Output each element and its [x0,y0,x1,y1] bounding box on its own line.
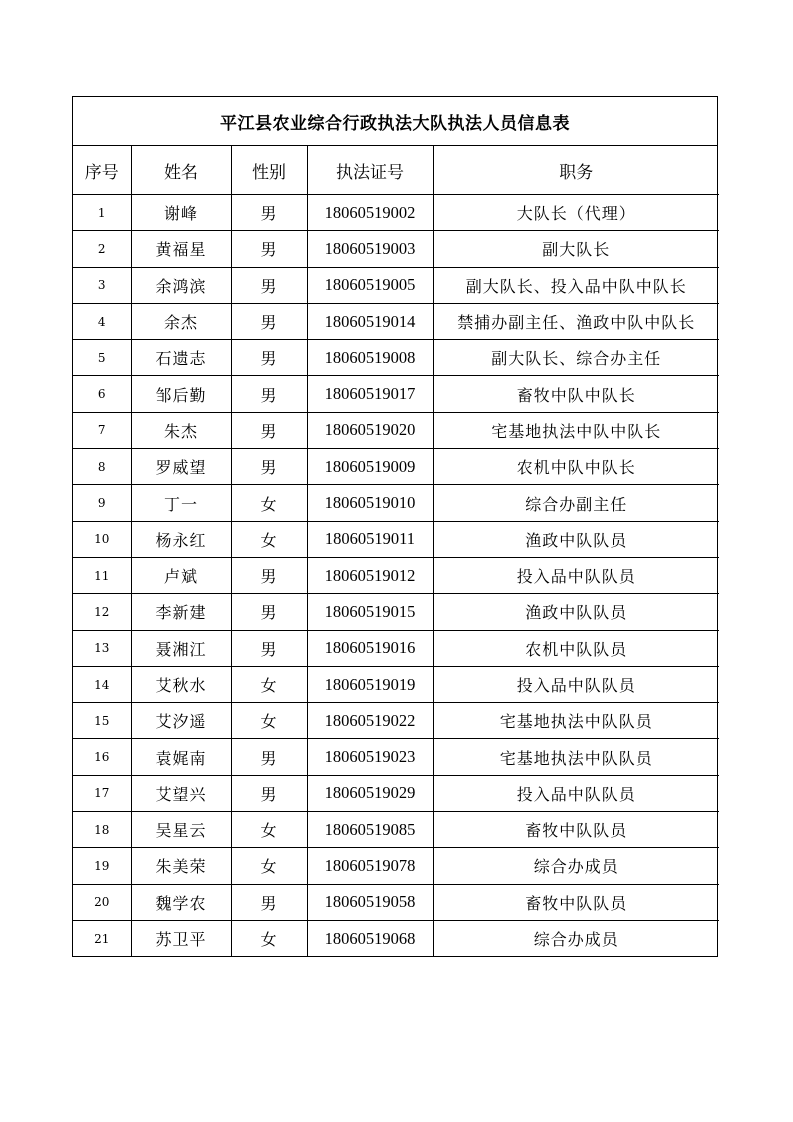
cell-gender: 男 [231,884,307,920]
cell-name: 罗威望 [131,449,231,485]
cell-no: 12 [73,594,131,630]
table-row [73,666,719,702]
cell-role: 综合办成员 [433,920,719,956]
cell-gender: 男 [231,267,307,303]
cell-cert: 18060519015 [307,594,433,630]
cell-name: 黄福星 [131,231,231,267]
cell-no: 19 [73,848,131,884]
cell-role: 畜牧中队队员 [433,884,719,920]
cell-name: 谢峰 [131,195,231,231]
table-row [73,412,719,448]
table-row [73,812,719,848]
cell-role: 农机中队队员 [433,630,719,666]
cell-cert: 18060519003 [307,231,433,267]
table-row [73,231,719,267]
cell-cert: 18060519058 [307,884,433,920]
cell-role: 大队长（代理） [433,195,719,231]
cell-gender: 男 [231,340,307,376]
cell-role: 综合办成员 [433,848,719,884]
cell-name: 袁娓南 [131,739,231,775]
cell-cert: 18060519085 [307,812,433,848]
table-row [73,557,719,593]
cell-role: 投入品中队队员 [433,666,719,702]
cell-name: 朱杰 [131,412,231,448]
cell-no: 8 [73,449,131,485]
cell-no: 16 [73,739,131,775]
cell-cert: 18060519017 [307,376,433,412]
cell-cert: 18060519023 [307,739,433,775]
table-row [73,340,719,376]
cell-gender: 男 [231,303,307,339]
cell-name: 魏学农 [131,884,231,920]
table-row [73,485,719,521]
cell-gender: 男 [231,594,307,630]
cell-cert: 18060519010 [307,485,433,521]
cell-name: 艾汐遥 [131,703,231,739]
cell-gender: 女 [231,485,307,521]
cell-cert: 18060519014 [307,303,433,339]
table-row [73,920,719,956]
cell-cert: 18060519022 [307,703,433,739]
cell-name: 卢斌 [131,557,231,593]
personnel-table [73,146,719,956]
table-title: 平江县农业综合行政执法大队执法人员信息表 [73,97,717,146]
table-body [73,195,719,957]
table-row [73,195,719,231]
cell-no: 14 [73,666,131,702]
cell-role: 宅基地执法中队队员 [433,739,719,775]
table-row [73,630,719,666]
cell-cert: 18060519009 [307,449,433,485]
cell-role: 副大队长 [433,231,719,267]
cell-cert: 18060519068 [307,920,433,956]
cell-gender: 男 [231,630,307,666]
table-row [73,376,719,412]
cell-name: 艾秋水 [131,666,231,702]
cell-no: 6 [73,376,131,412]
cell-role: 宅基地执法中队中队长 [433,412,719,448]
cell-no: 2 [73,231,131,267]
cell-gender: 女 [231,920,307,956]
cell-cert: 18060519078 [307,848,433,884]
cell-name: 吴星云 [131,812,231,848]
cell-role: 农机中队中队长 [433,449,719,485]
cell-role: 综合办副主任 [433,485,719,521]
cell-cert: 18060519005 [307,267,433,303]
cell-role: 渔政中队队员 [433,594,719,630]
cell-gender: 男 [231,739,307,775]
cell-no: 3 [73,267,131,303]
table-row [73,267,719,303]
cell-no: 17 [73,775,131,811]
cell-gender: 男 [231,557,307,593]
cell-name: 余鸿滨 [131,267,231,303]
header-cert: 执法证号 [307,146,433,195]
cell-gender: 男 [231,376,307,412]
header-name: 姓名 [131,146,231,195]
cell-name: 丁一 [131,485,231,521]
personnel-table-container [72,96,718,957]
table-row [73,521,719,557]
table-row [73,884,719,920]
cell-gender: 女 [231,848,307,884]
cell-no: 10 [73,521,131,557]
cell-cert: 18060519019 [307,666,433,702]
cell-role: 畜牧中队队员 [433,812,719,848]
cell-role: 畜牧中队中队长 [433,376,719,412]
cell-role: 宅基地执法中队队员 [433,703,719,739]
cell-gender: 女 [231,812,307,848]
header-row [73,146,719,195]
cell-name: 余杰 [131,303,231,339]
cell-no: 15 [73,703,131,739]
cell-no: 1 [73,195,131,231]
cell-no: 20 [73,884,131,920]
header-role: 职务 [433,146,719,195]
cell-no: 11 [73,557,131,593]
table-row [73,594,719,630]
cell-role: 副大队长、投入品中队中队长 [433,267,719,303]
cell-cert: 18060519020 [307,412,433,448]
cell-gender: 女 [231,666,307,702]
cell-no: 21 [73,920,131,956]
table-row [73,703,719,739]
cell-gender: 男 [231,195,307,231]
cell-cert: 18060519002 [307,195,433,231]
header-no: 序号 [73,146,131,195]
cell-no: 18 [73,812,131,848]
cell-cert: 18060519029 [307,775,433,811]
cell-gender: 男 [231,449,307,485]
cell-name: 苏卫平 [131,920,231,956]
table-row [73,848,719,884]
cell-name: 李新建 [131,594,231,630]
cell-no: 5 [73,340,131,376]
cell-gender: 男 [231,775,307,811]
cell-no: 9 [73,485,131,521]
cell-cert: 18060519016 [307,630,433,666]
cell-name: 聂湘江 [131,630,231,666]
cell-cert: 18060519008 [307,340,433,376]
cell-name: 石遗志 [131,340,231,376]
cell-name: 艾望兴 [131,775,231,811]
cell-name: 杨永红 [131,521,231,557]
cell-role: 投入品中队队员 [433,557,719,593]
table-row [73,775,719,811]
header-gender: 性别 [231,146,307,195]
table-row [73,739,719,775]
cell-cert: 18060519012 [307,557,433,593]
cell-gender: 女 [231,521,307,557]
cell-role: 副大队长、综合办主任 [433,340,719,376]
cell-role: 禁捕办副主任、渔政中队中队长 [433,303,719,339]
cell-no: 13 [73,630,131,666]
cell-gender: 男 [231,231,307,267]
cell-role: 投入品中队队员 [433,775,719,811]
cell-name: 朱美荣 [131,848,231,884]
cell-name: 邹后勤 [131,376,231,412]
cell-no: 7 [73,412,131,448]
cell-gender: 男 [231,412,307,448]
cell-no: 4 [73,303,131,339]
cell-cert: 18060519011 [307,521,433,557]
cell-role: 渔政中队队员 [433,521,719,557]
table-row [73,303,719,339]
cell-gender: 女 [231,703,307,739]
table-row [73,449,719,485]
